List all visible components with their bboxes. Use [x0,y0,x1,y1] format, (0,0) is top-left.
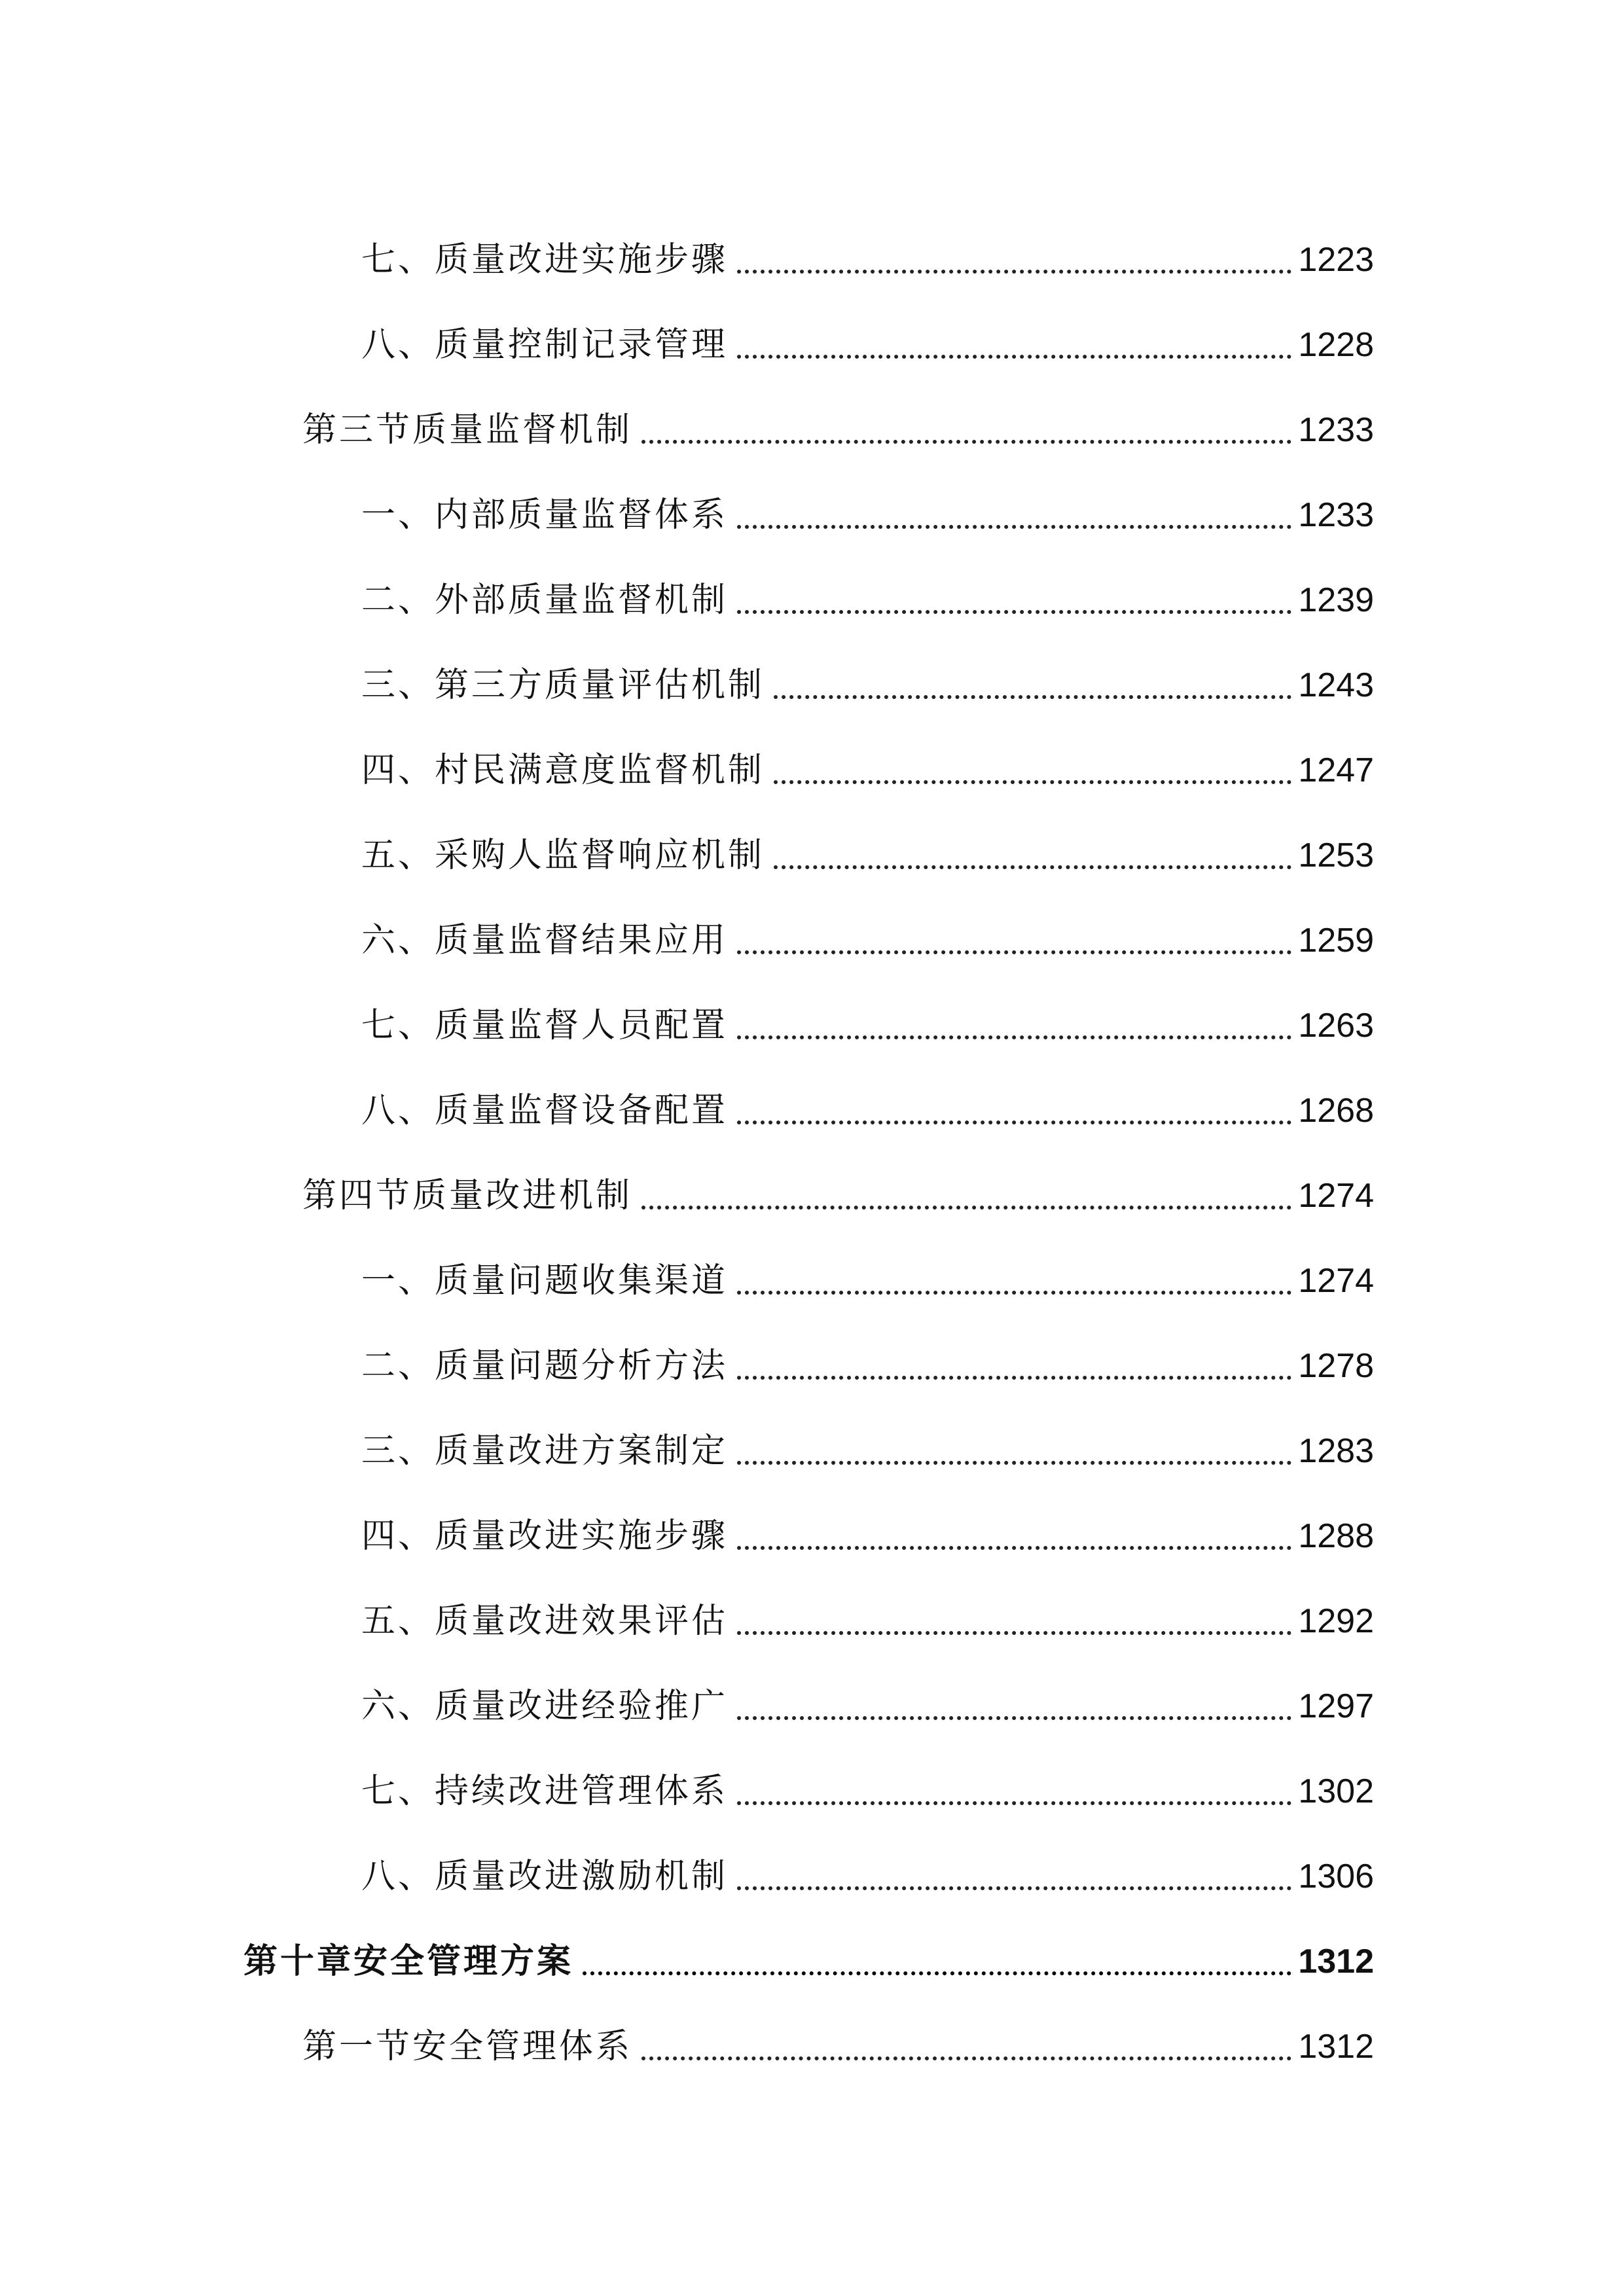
toc-entry[interactable] [0,453,1624,538]
toc-entry-page-number: 1263 [1298,1007,1374,1045]
toc-entry-page-number: 1233 [1298,496,1374,534]
toc-entry[interactable] [0,1219,1624,1304]
toc-dot-leader [641,2056,1291,2060]
toc-entry-title: 四、质量改进实施步骤 [361,1516,729,1556]
toc-entry-page-number: 1274 [1298,1177,1374,1215]
toc-entry-title: 一、内部质量监督体系 [361,495,729,535]
toc-entry[interactable] [0,1559,1624,1644]
toc-dot-leader [737,1716,1291,1720]
toc-dot-leader [737,1461,1291,1465]
toc-dot-leader [737,355,1291,359]
toc-section-entry[interactable] [0,1134,1624,1219]
toc-entry-title: 八、质量改进激励机制 [361,1857,729,1896]
toc-dot-leader [737,1546,1291,1550]
toc-dot-leader [774,780,1291,784]
toc-entry[interactable] [0,1389,1624,1474]
toc-dot-leader [737,1631,1291,1635]
toc-entry[interactable] [0,1729,1624,1814]
toc-entry-title: 七、质量改进实施步骤 [361,240,729,279]
toc-entry[interactable] [0,708,1624,793]
toc-entry-page-number: 1306 [1298,1857,1374,1895]
toc-entry-title: 六、质量监督结果应用 [361,921,729,960]
toc-entry-page-number: 1223 [1298,241,1374,279]
toc-dot-leader [737,610,1291,614]
toc-section-entry[interactable] [0,1984,1624,2070]
toc-entry-page-number: 1288 [1298,1517,1374,1555]
toc-entry-title: 第四节质量改进机制 [302,1176,633,1215]
toc-entry-page-number: 1297 [1298,1687,1374,1725]
toc-entry-page-number: 1302 [1298,1772,1374,1810]
toc-entry-page-number: 1283 [1298,1432,1374,1470]
toc-dot-leader [774,865,1291,869]
toc-entry-page-number: 1278 [1298,1347,1374,1385]
toc-entry-title: 一、质量问题收集渠道 [361,1261,729,1300]
toc-entry[interactable] [0,1474,1624,1559]
toc-section-entry[interactable] [0,368,1624,453]
toc-dot-leader [737,1801,1291,1805]
toc-entry-page-number: 1259 [1298,922,1374,960]
toc-entry-title: 三、第三方质量评估机制 [361,666,765,705]
toc-dot-leader [737,1121,1291,1124]
toc-dot-leader [774,695,1291,699]
toc-entry-title: 第十章安全管理方案 [244,1942,574,1981]
toc-entry[interactable] [0,283,1624,368]
toc-entry-page-number: 1268 [1298,1092,1374,1130]
toc-entry-page-number: 1233 [1298,411,1374,449]
toc-entry[interactable] [0,793,1624,878]
toc-dot-leader [583,1971,1291,1975]
toc-entry-title: 五、质量改进效果评估 [361,1602,729,1641]
toc-entry-title: 第一节安全管理体系 [302,2027,633,2066]
toc-dot-leader [737,950,1291,954]
toc-entry[interactable] [0,1814,1624,1899]
toc-entry-page-number: 1247 [1298,751,1374,789]
toc-entry-title: 二、质量问题分析方法 [361,1346,729,1386]
toc-entry-title: 八、质量监督设备配置 [361,1091,729,1130]
toc-entry-title: 五、采购人监督响应机制 [361,836,765,875]
toc-entry[interactable] [0,538,1624,623]
toc-entry-page-number: 1253 [1298,836,1374,874]
toc-dot-leader [641,440,1291,444]
table-of-contents [0,198,1624,2070]
toc-dot-leader [737,525,1291,529]
toc-entry-title: 第三节质量监督机制 [302,410,633,450]
toc-entry[interactable] [0,198,1624,283]
toc-dot-leader [737,1035,1291,1039]
toc-entry-page-number: 1239 [1298,581,1374,619]
toc-dot-leader [737,270,1291,274]
toc-entry[interactable] [0,1049,1624,1134]
toc-entry-page-number: 1274 [1298,1262,1374,1300]
toc-entry-title: 二、外部质量监督机制 [361,581,729,620]
toc-dot-leader [737,1376,1291,1380]
toc-entry-title: 三、质量改进方案制定 [361,1431,729,1471]
toc-dot-leader [737,1291,1291,1295]
toc-entry-page-number: 1228 [1298,326,1374,364]
toc-entry-title: 七、质量监督人员配置 [361,1006,729,1045]
toc-entry[interactable] [0,878,1624,963]
toc-entry-page-number: 1312 [1298,1943,1374,1981]
toc-entry[interactable] [0,1304,1624,1389]
toc-entry-page-number: 1292 [1298,1602,1374,1640]
toc-dot-leader [641,1206,1291,1210]
toc-entry-title: 四、村民满意度监督机制 [361,751,765,790]
toc-entry-page-number: 1243 [1298,666,1374,704]
toc-entry-title: 八、质量控制记录管理 [361,325,729,365]
toc-entry[interactable] [0,623,1624,708]
toc-entry[interactable] [0,1644,1624,1729]
toc-entry-title: 六、质量改进经验推广 [361,1687,729,1726]
toc-entry-title: 七、持续改进管理体系 [361,1772,729,1811]
toc-entry-page-number: 1312 [1298,2028,1374,2066]
toc-entry[interactable] [0,963,1624,1049]
toc-chapter-entry[interactable] [0,1899,1624,1984]
toc-dot-leader [737,1886,1291,1890]
